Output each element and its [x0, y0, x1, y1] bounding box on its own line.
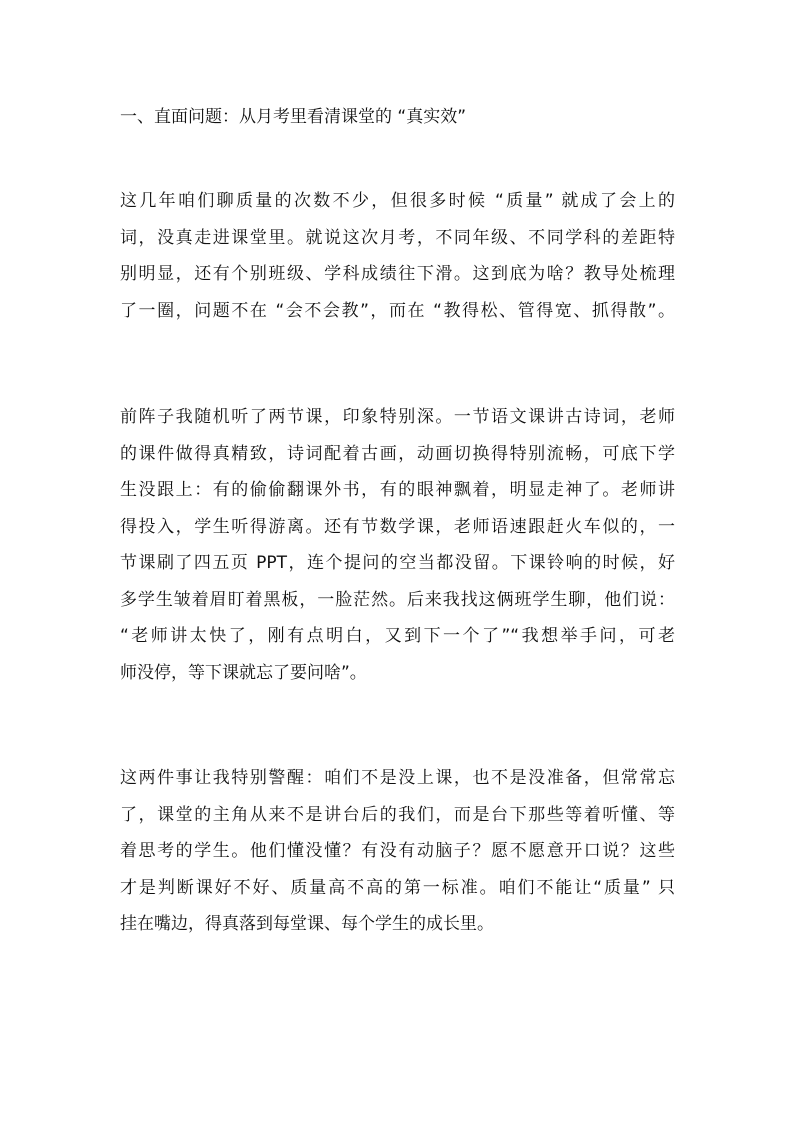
- paragraph-line: 这几年咱们聊质量的次数不少，但很多时候 “质量” 就成了会上的: [120, 191, 675, 211]
- paragraph-line: 着思考的学生。他们懂没懂？有没有动脑子？愿不愿意开口说？这些: [120, 841, 675, 861]
- paragraph-line: 才是判断课好不好、质量高不高的第一标准。咱们不能让“质量” 只: [120, 877, 675, 898]
- paragraph-line: 别明显，还有个别班级、学科成绩往下滑。这到底为啥？教导处梳理: [120, 264, 675, 284]
- paragraph-line: 节课刷了四五页 PPT，连个提问的空当都没留。下课铃响的时候，好: [120, 553, 675, 573]
- paragraph-line: 的课件做得真精致，诗词配着古画，动画切换得特别流畅，可底下学: [120, 443, 675, 464]
- paragraph-line: 这两件事让我特别警醒：咱们不是没上课，也不是没准备，但常常忘: [120, 768, 675, 788]
- paragraph-line: 挂在嘴边，得真落到每堂课、每个学生的成长里。: [120, 914, 494, 934]
- paragraph-line: 了，课堂的主角从来不是讲台后的我们，而是台下那些等着听懂、等: [120, 804, 675, 825]
- paragraph-line: 师没停，等下课就忘了要问啥”。: [120, 662, 367, 683]
- paragraph-line: 了一圈，问题不在 “会不会教”，而在 “教得松、管得宽、抓得散”。: [120, 300, 675, 321]
- paragraph-3: [120, 760, 675, 943]
- paragraph-line: 得投入，学生听得游离。还有节数学课，老师语速跟赶火车似的，一: [120, 516, 675, 537]
- paragraph-line: 前阵子我随机听了两节课，印象特别深。一节语文课讲古诗词，老师: [120, 407, 675, 427]
- paragraph-line: 词，没真走进课堂里。就说这次月考，不同年级、不同学科的差距特: [120, 227, 675, 248]
- section-heading: 一、直面问题：从月考里看清课堂的 “真实效”: [120, 107, 467, 127]
- paragraph-2: [120, 399, 675, 691]
- paragraph-line: 生没跟上：有的偷偷翻课外书，有的眼神飘着，明显走神了。老师讲: [120, 480, 675, 500]
- paragraph-1: [120, 183, 675, 329]
- paragraph-line: “老师讲太快了，刚有点明白，又到下一个了”“我想举手问，可老: [120, 626, 675, 646]
- paragraph-line: 多学生皱着眉盯着黑板，一脸茫然。后来我找这俩班学生聊，他们说：: [120, 589, 675, 610]
